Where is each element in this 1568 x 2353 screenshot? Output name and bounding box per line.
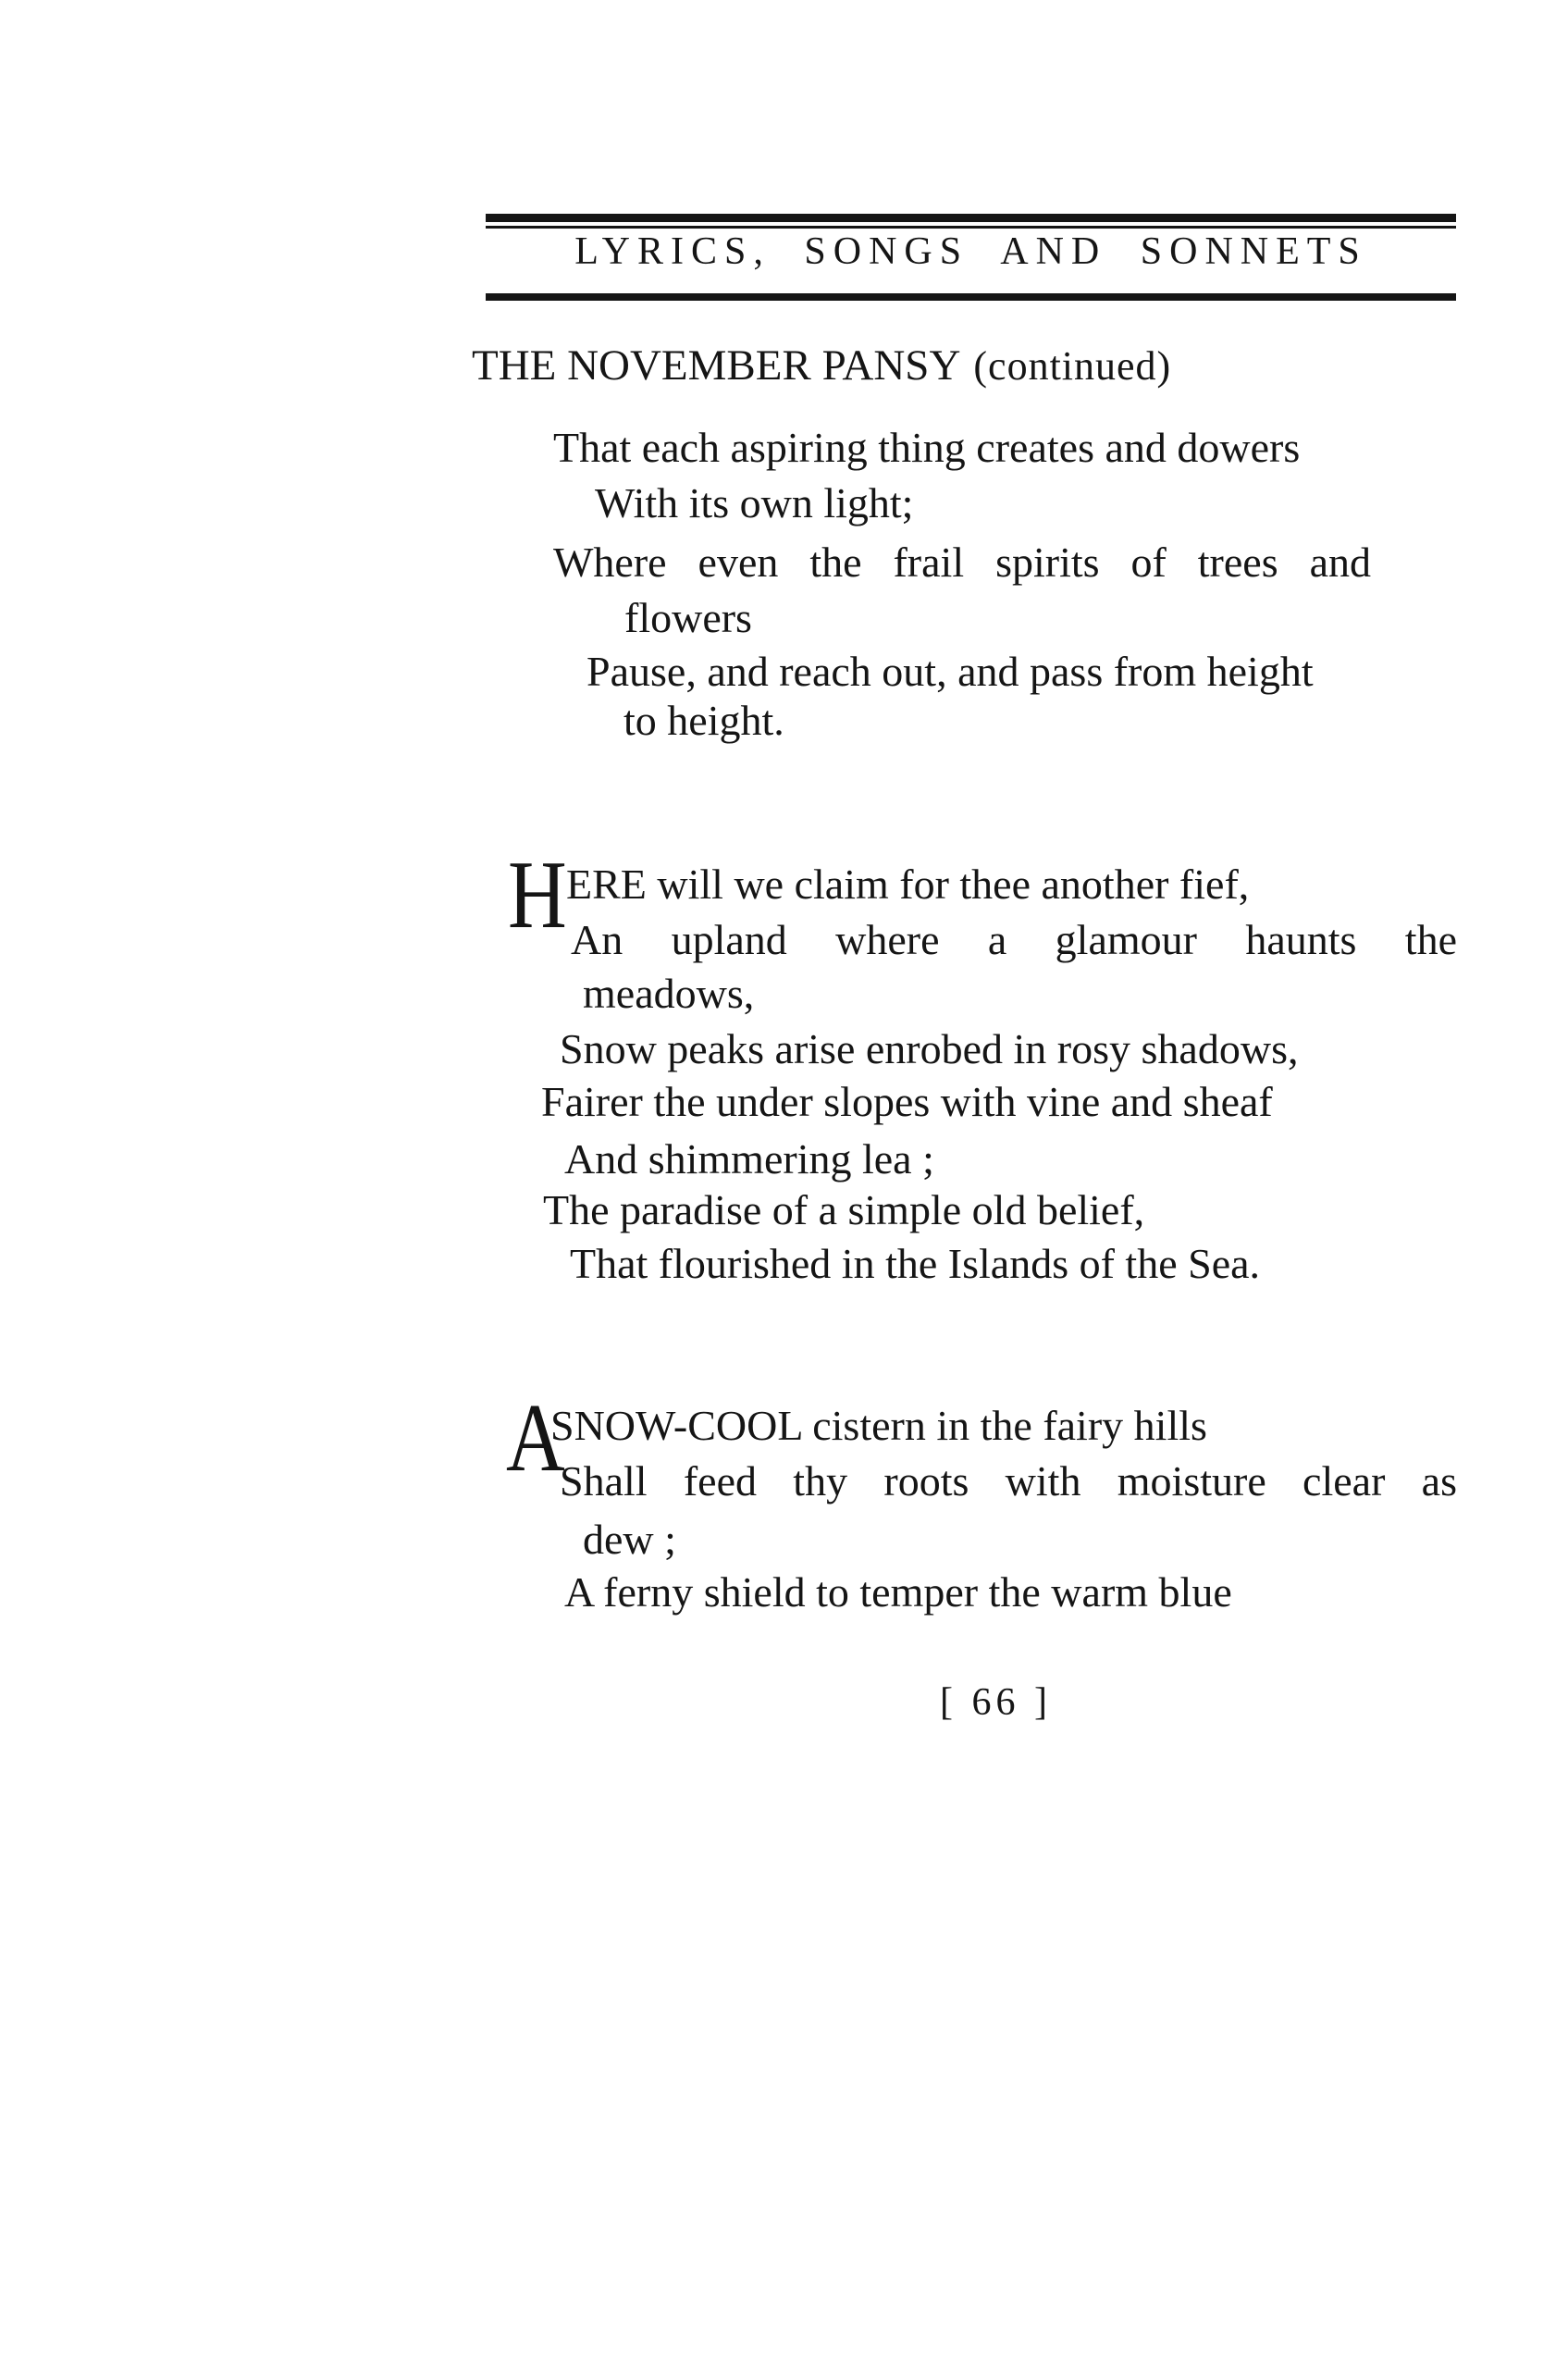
header-rule-thin bbox=[486, 226, 1456, 229]
poem-line: Shall feed thy roots with moisture clear as bbox=[560, 1457, 1457, 1505]
poem-line: A ferny shield to temper the warm blue bbox=[564, 1568, 1232, 1616]
poem-title-main: THE NOVEMBER PANSY bbox=[472, 341, 961, 390]
drop-cap-a: A bbox=[506, 1383, 565, 1492]
header-rule-thick bbox=[486, 214, 1456, 222]
drop-cap-h: H bbox=[508, 840, 567, 948]
poem-title bbox=[472, 341, 1171, 390]
poem-line: Fairer the under slopes with vine and sheaf bbox=[541, 1078, 1273, 1125]
poem-line: Snow peaks arise enrobed in rosy shadows, bbox=[560, 1025, 1299, 1072]
header-rule-bottom bbox=[486, 293, 1456, 301]
poem-line: That each aspiring thing creates and dowers bbox=[553, 424, 1301, 471]
poem-line: flowers bbox=[624, 594, 752, 641]
poem-line: The paradise of a simple old belief, bbox=[543, 1186, 1145, 1233]
poem-line: An upland where a glamour haunts the bbox=[571, 916, 1457, 963]
poem-line: SNOW-COOL cistern in the fairy hills bbox=[550, 1402, 1207, 1449]
poem-line: meadows, bbox=[583, 970, 755, 1017]
poem-line: Where even the frail spirits of trees and bbox=[553, 539, 1371, 586]
poem-line: That flourished in the Islands of the Sea. bbox=[570, 1240, 1261, 1287]
poem-line: And shimmering lea ; bbox=[564, 1135, 934, 1183]
poem-line: dew ; bbox=[583, 1516, 676, 1563]
page-number: [ 66 ] bbox=[940, 1681, 1052, 1724]
poem-title-continued: (continued) bbox=[973, 343, 1172, 389]
poem-line: ERE will we claim for thee another fief, bbox=[566, 861, 1250, 908]
poem-line: Pause, and reach out, and pass from height bbox=[586, 648, 1314, 695]
poem-line: to height. bbox=[623, 697, 784, 744]
poem-line: With its own light; bbox=[595, 479, 914, 526]
running-header-title: LYRICS, SONGS AND SONNETS bbox=[574, 230, 1367, 273]
